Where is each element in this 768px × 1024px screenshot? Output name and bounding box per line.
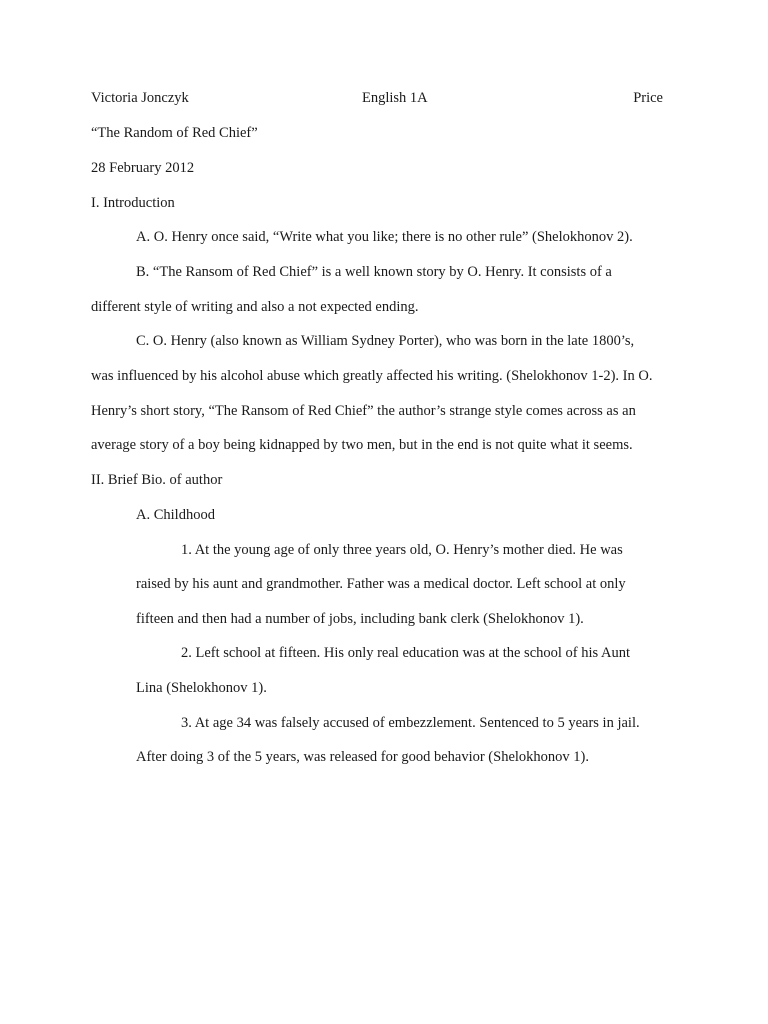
intro-point-c-line-3: Henry’s short story, “The Ransom of Red Chief” the author’s strange style comes across as an <box>91 403 636 419</box>
intro-point-c-line-2: was influenced by his alcohol abuse which greatly affected his writing. (Shelokhonov 1-2). In O. <box>91 368 653 384</box>
intro-point-a: A. O. Henry once said, “Write what you like; there is no other rule” (Shelokhonov 2). <box>136 229 633 245</box>
childhood-point-3-line-1: 3. At age 34 was falsely accused of embezzlement. Sentenced to 5 years in jail. <box>181 715 640 731</box>
childhood-point-3-line-2: After doing 3 of the 5 years, was released for good behavior (Shelokhonov 1). <box>136 749 589 765</box>
essay-title: “The Random of Red Chief” <box>91 125 258 141</box>
section-heading-introduction: I. Introduction <box>91 195 175 211</box>
section-heading-bio: II. Brief Bio. of author <box>91 472 223 488</box>
intro-point-c-line-4: average story of a boy being kidnapped by two men, but in the end is not quite what it seems. <box>91 437 633 453</box>
instructor-name: Price <box>633 90 663 106</box>
author-name: Victoria Jonczyk <box>91 90 189 106</box>
header-row <box>91 89 663 107</box>
childhood-point-1-line-1: 1. At the young age of only three years old, O. Henry’s mother died. He was <box>181 542 623 558</box>
childhood-point-1-line-2: raised by his aunt and grandmother. Father was a medical doctor. Left school at only <box>136 576 626 592</box>
intro-point-c-line-1: C. O. Henry (also known as William Sydney Porter), who was born in the late 1800’s, <box>136 333 635 349</box>
childhood-point-2-line-2: Lina (Shelokhonov 1). <box>136 680 267 696</box>
course-name: English 1A <box>362 90 428 106</box>
essay-date: 28 February 2012 <box>91 160 195 176</box>
childhood-point-1-line-3: fifteen and then had a number of jobs, including bank clerk (Shelokhonov 1). <box>136 611 584 627</box>
intro-point-b-line-2: different style of writing and also a not expected ending. <box>91 299 419 315</box>
childhood-point-2-line-1: 2. Left school at fifteen. His only real education was at the school of his Aunt <box>181 645 630 661</box>
intro-point-b-line-1: B. “The Ransom of Red Chief” is a well known story by O. Henry. It consists of a <box>136 264 612 280</box>
subsection-heading-childhood: A. Childhood <box>136 507 215 523</box>
